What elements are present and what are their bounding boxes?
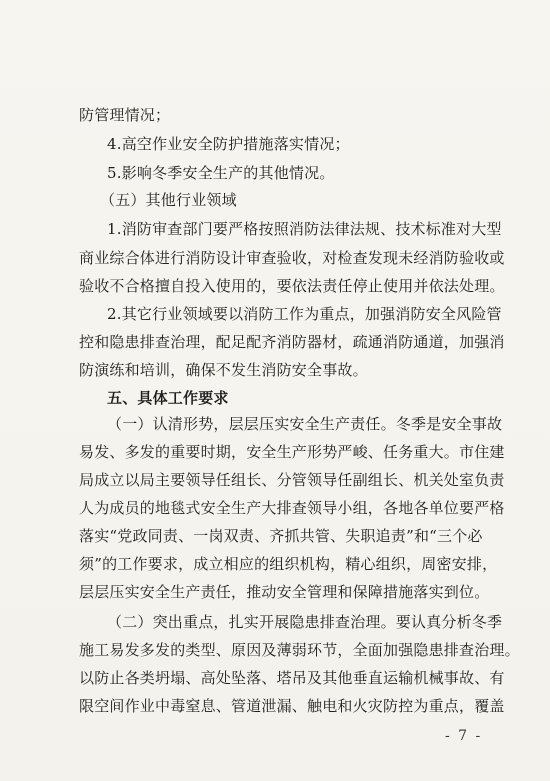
body-line: 限空间作业中毒窒息、管道泄漏、触电和火灾防控为重点，覆盖: [79, 697, 505, 715]
body-line: 易发、多发的重要时期，安全生产形势严峻、任务重大。市住建: [79, 443, 505, 461]
page-number: - 7 -: [445, 728, 483, 744]
body-line: 落实“党政同责、一岗双责、齐抓共管、失职追责”和“三个必: [79, 527, 483, 545]
body-line: （一）认清形势，层层压实安全生产责任。冬季是安全事故: [107, 415, 503, 433]
body-line: 防管理情况；: [79, 106, 171, 124]
body-line: 以防止各类坍塌、高处坠落、塔吊及其他垂直运输机械事故、有: [79, 669, 505, 687]
body-line: 防演练和培训，确保不发生消防安全事故。: [79, 361, 368, 379]
body-line: 商业综合体进行消防设计审查验收，对检查发现未经消防验收或: [79, 249, 505, 267]
body-line: 人为成员的地毯式安全生产大排查领导小组，各地各单位要严格: [79, 499, 505, 517]
body-line: 2.其它行业领域要以消防工作为重点，加强消防安全风险管: [107, 305, 502, 323]
section-heading: 五、具体工作要求: [107, 389, 229, 407]
body-line: 4.高空作业安全防护措施落实情况；: [107, 135, 350, 153]
body-line: 须”的工作要求，成立相应的组织机构，精心组织，周密安排，: [79, 555, 498, 573]
section-heading: （五）其他行业领域: [100, 191, 237, 209]
body-line: 层层压实安全生产责任，推动安全管理和保障措施落实到位。: [79, 583, 490, 601]
body-line: （二）突出重点，扎实开展隐患排查治理。要认真分析冬季: [107, 613, 503, 631]
body-line: 施工易发多发的类型、原因及薄弱环节，全面加强隐患排查治理。: [79, 641, 520, 659]
body-line: 5.影响冬季安全生产的其他情况。: [107, 164, 335, 182]
body-line: 1.消防审查部门要严格按照消防法律法规、技术标准对大型: [107, 220, 502, 238]
body-line: 验收不合格擅自投入使用的，要依法责任停止使用并依法处理。: [79, 277, 505, 295]
body-line: 控和隐患排查治理，配足配齐消防器材，疏通消防通道，加强消: [79, 333, 505, 351]
body-line: 局成立以局主要领导任组长、分管领导任副组长、机关处室负责: [79, 471, 505, 489]
